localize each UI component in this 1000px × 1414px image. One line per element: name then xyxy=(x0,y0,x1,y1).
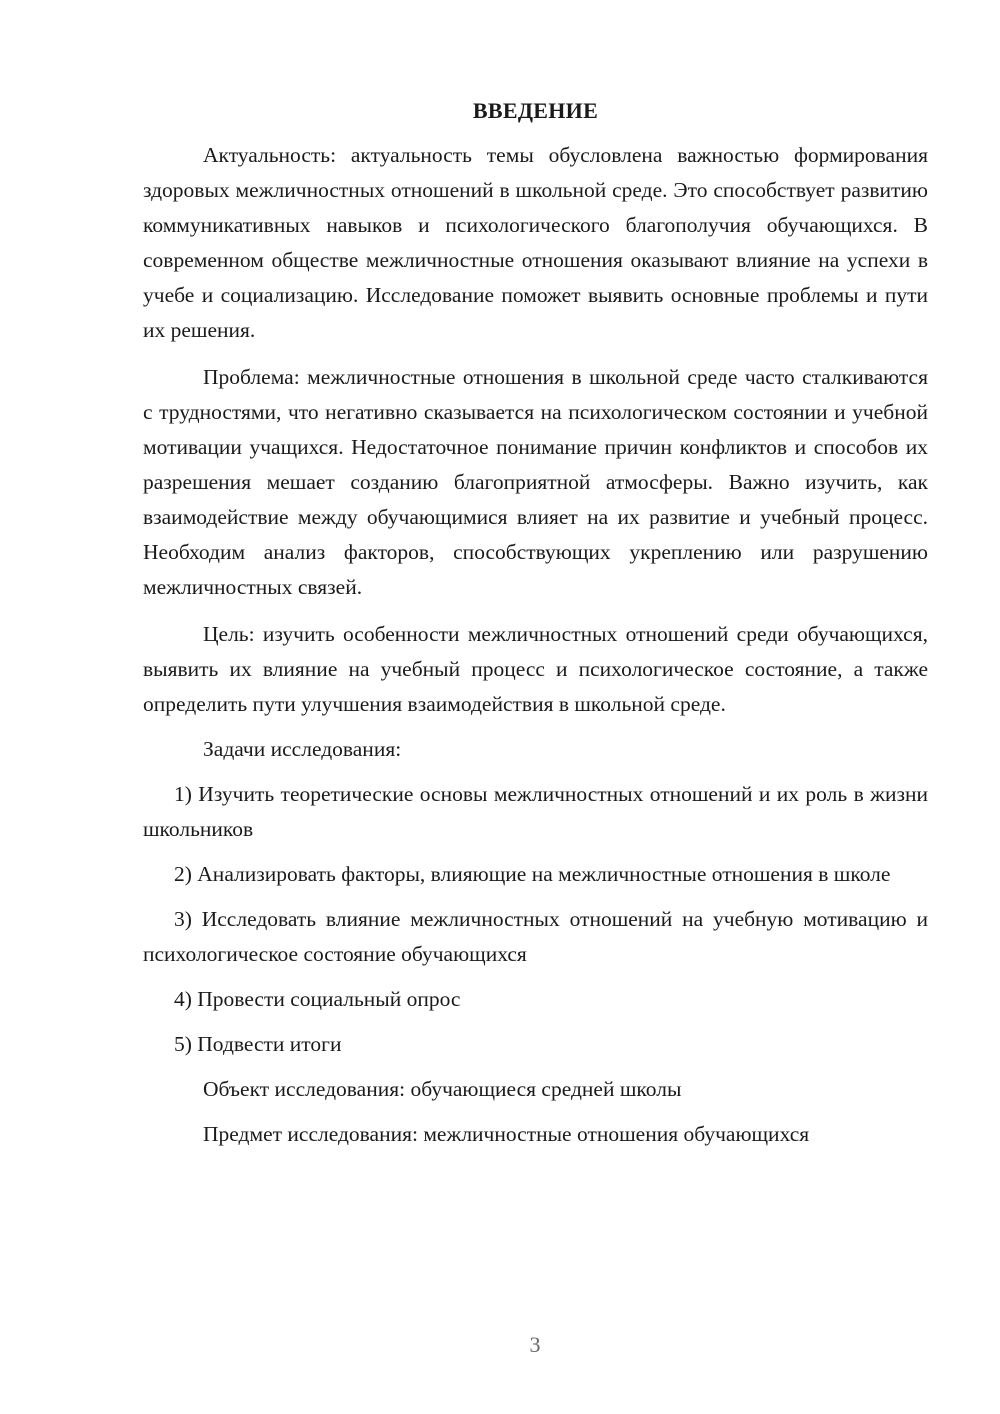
task-item-1: 1) Изучить теоретические основы межличностных отношений и их роль в жизни школьников xyxy=(143,782,928,841)
tasks-title: Задачи исследования: xyxy=(203,737,402,761)
task-item-5: 5) Подвести итоги xyxy=(174,1032,342,1056)
task-item-3: 3) Исследовать влияние межличностных отношений на учебную мотивацию и психологическое состояние обучающихся xyxy=(143,907,928,966)
goal-paragraph: Цель: изучить особенности межличностных отношений среди обучающихся, выявить их влияние на учебный процесс и психологическое состояние, а также определить пути улучшения взаимодействия в школьной среде. xyxy=(143,622,928,716)
page-heading: ВВЕДЕНИЕ xyxy=(472,98,599,123)
task-item-2: 2) Анализировать факторы, влияющие на межличностные отношения в школе xyxy=(174,862,891,886)
object-paragraph: Объект исследования: обучающиеся средней школы xyxy=(203,1077,682,1101)
page-number: 3 xyxy=(529,1332,541,1357)
relevance-paragraph: Актуальность: актуальность темы обусловлена важностью формирования здоровых межличностных отношений в школьной среде. Это способствует развитию коммуникативных навыков и психологического благополучия обучающихся. В современном обществе межличностные отношения оказывают влияние на успехи в учебе и социализацию. Исследование поможет выявить основные проблемы и пути их решения. xyxy=(143,143,928,342)
problem-paragraph: Проблема: межличностные отношения в школьной среде часто сталкиваются с трудностями, что негативно сказывается на психологическом состоянии и учебной мотивации учащихся. Недостаточное понимание причин конфликтов и способов их разрешения мешает созданию благоприятной атмосферы. Важно изучить, как взаимодействие между обучающимися влияет на их развитие и учебный процесс. Необходим анализ факторов, способствующих укреплению или разрушению межличностных связей. xyxy=(143,365,928,599)
subject-paragraph: Предмет исследования: межличностные отношения обучающихся xyxy=(203,1122,810,1146)
page-content xyxy=(143,96,928,1152)
task-item-4: 4) Провести социальный опрос xyxy=(174,987,461,1011)
